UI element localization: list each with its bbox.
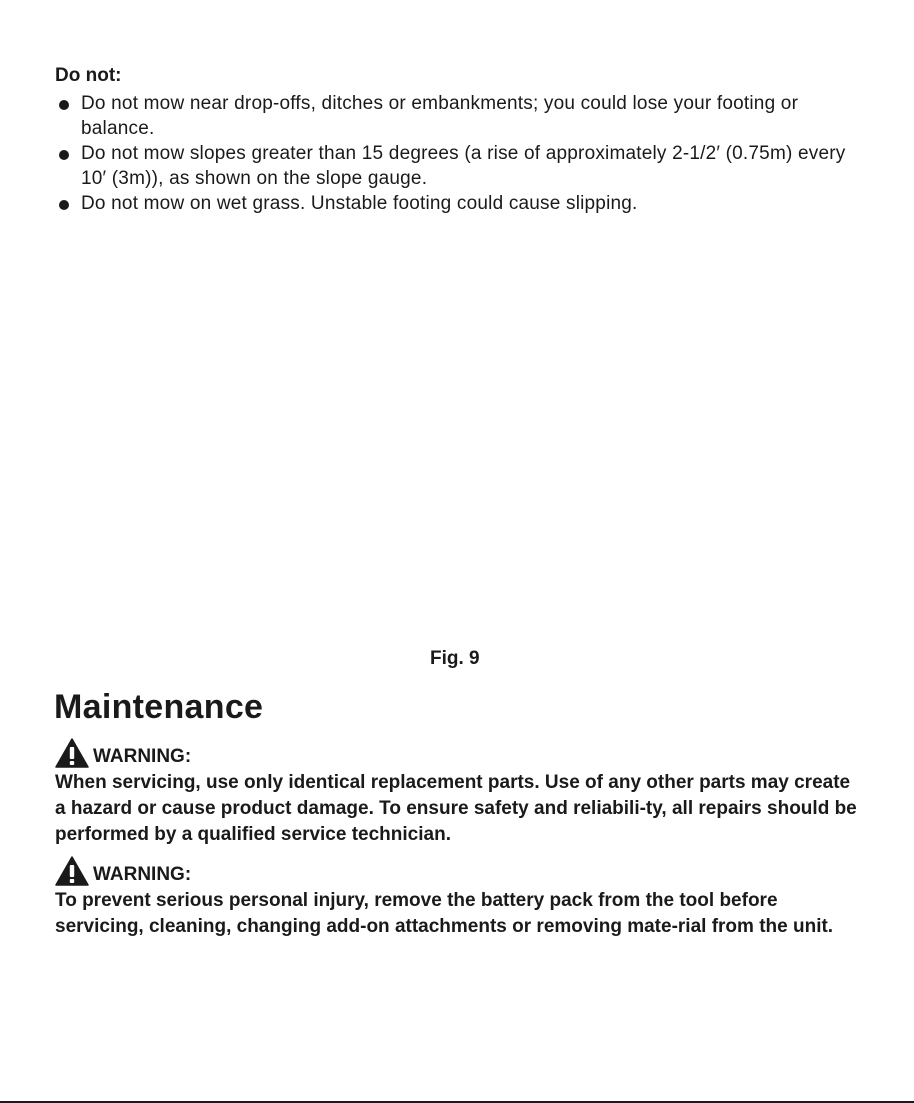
bullet-icon xyxy=(59,200,69,210)
bullet-icon xyxy=(59,150,69,160)
list-item xyxy=(55,91,855,141)
list-item xyxy=(55,141,855,191)
bullet-icon xyxy=(59,100,69,110)
warning-header xyxy=(55,738,865,768)
warning-block xyxy=(55,738,865,848)
warning-text: When servicing, use only identical replacement parts. Use of any other parts may create a hazard or cause product damage. To ensure safety and reliabili-ty, all repairs should be performed by a qualified service technician. xyxy=(55,772,857,845)
do-not-heading: Do not: xyxy=(55,65,122,86)
list-item xyxy=(55,191,855,216)
warning-text: To prevent serious personal injury, remove the battery pack from the tool before servicing, cleaning, changing add-on attachments or removing mate-rial from the unit. xyxy=(55,890,834,937)
warning-label: WARNING: xyxy=(93,864,192,885)
list-item-text: Do not mow on wet grass. Unstable footing could cause slipping. xyxy=(81,193,638,214)
list-item-text: Do not mow near drop-offs, ditches or embankments; you could lose your footing or balance. xyxy=(81,93,799,139)
warning-triangle-icon xyxy=(55,856,89,886)
warning-label: WARNING: xyxy=(93,746,192,767)
warning-header xyxy=(55,856,865,886)
list-item-text: Do not mow slopes greater than 15 degrees (a rise of approximately 2-1/2′ (0.75m) every 10′ (3m)), as shown on the slope gauge. xyxy=(81,143,846,189)
warning-triangle-icon xyxy=(55,738,89,768)
section-title: Maintenance xyxy=(54,688,264,726)
figure-caption: Fig. 9 xyxy=(430,648,480,669)
do-not-list xyxy=(55,91,855,216)
figure-9-area xyxy=(55,230,855,635)
warning-block xyxy=(55,856,865,940)
